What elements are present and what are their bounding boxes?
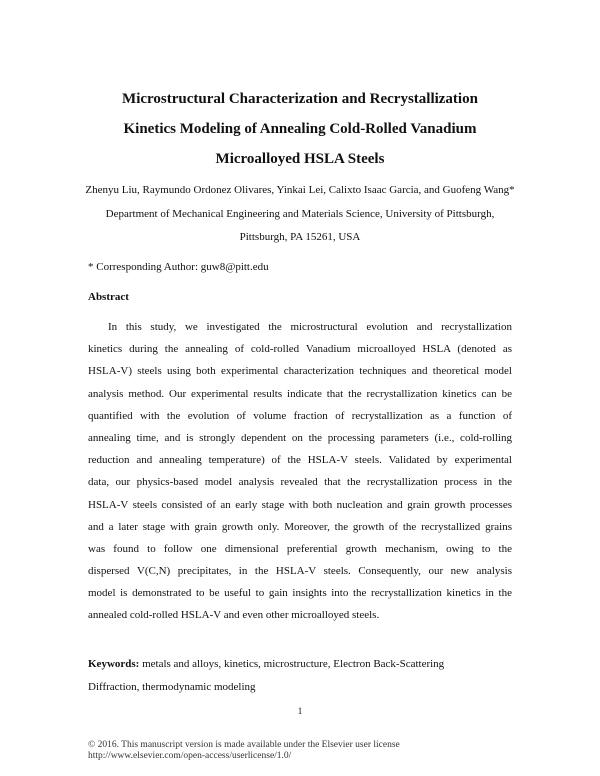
page-number: 1 xyxy=(297,706,303,716)
abstract-heading: Abstract xyxy=(88,291,129,303)
keywords-line xyxy=(88,653,512,676)
license-notice: © 2016. This manuscript version is made available under the Elsevier user license xyxy=(88,740,400,750)
license-footer xyxy=(88,740,400,762)
paper-title xyxy=(40,84,560,174)
corresponding-author: * Corresponding Author: guw8@pitt.edu xyxy=(88,261,269,273)
affiliation-line: Department of Mechanical Engineering and Materials Science, University of Pittsburgh, xyxy=(105,208,495,220)
abstract-line: model is demonstrated to be useful to gain insights into the recrystallization kinetics in the xyxy=(88,587,512,600)
author-list: Zhenyu Liu, Raymundo Ordonez Olivares, Yinkai Lei, Calixto Isaac Garcia, and Guofeng Wang* xyxy=(85,184,515,196)
abstract-line: In this study, we investigated the microstructural evolution and recrystallization xyxy=(108,321,512,333)
abstract-line: data, our physics-based model analysis revealed that the recrystallization process in the xyxy=(88,476,512,489)
abstract-line: reduction and annealing temperature) of the HSLA-V steels. Validated by experimental xyxy=(88,454,512,467)
keywords-label: Keywords: xyxy=(88,658,140,670)
keywords-text: metals and alloys, kinetics, microstructure, Electron Back-Scattering xyxy=(142,658,445,670)
abstract-line: annealed cold-rolled HSLA-V and even other microalloyed steels. xyxy=(88,609,380,622)
keywords-line: Diffraction, thermodynamic modeling xyxy=(88,681,256,693)
abstract-line: and a later stage with grain growth only. Moreover, the growth of the recrystallized grains xyxy=(88,520,512,533)
abstract-line: dispersed V(C,N) precipitates, in the HSLA-V steels. Consequently, our new analysis xyxy=(88,565,512,578)
abstract-line: was found to follow one dimensional preferential growth mechanism, owing to the xyxy=(88,542,512,555)
keywords xyxy=(88,653,512,699)
abstract-line: quantified with the evolution of volume fraction of recrystallization as a function of xyxy=(88,409,512,422)
abstract-line: analysis method. Our experimental results indicate that the recrystallization kinetics can be xyxy=(88,387,512,400)
title-line: Microstructural Characterization and Recrystallization xyxy=(122,91,478,107)
title-line: Kinetics Modeling of Annealing Cold-Rolled Vanadium xyxy=(123,121,477,137)
license-url: http://www.elsevier.com/open-access/userlicense/1.0/ xyxy=(88,751,292,761)
affiliation-line: Pittsburgh, PA 15261, USA xyxy=(239,231,361,243)
abstract-line: kinetics during the annealing of cold-rolled Vanadium microalloyed HSLA (denoted as xyxy=(88,343,512,356)
abstract-body xyxy=(88,316,512,627)
affiliation xyxy=(40,203,560,249)
abstract-line: HSLA-V steels consisted of an early stage with both nucleation and grain growth processes xyxy=(88,498,512,511)
title-line: Microalloyed HSLA Steels xyxy=(215,151,385,167)
abstract-line: annealing time, and is strongly dependent on the processing parameters (i.e., cold-rolling xyxy=(88,431,512,444)
abstract-line: HSLA-V) steels using both experimental characterization techniques and theoretical model xyxy=(88,365,512,378)
